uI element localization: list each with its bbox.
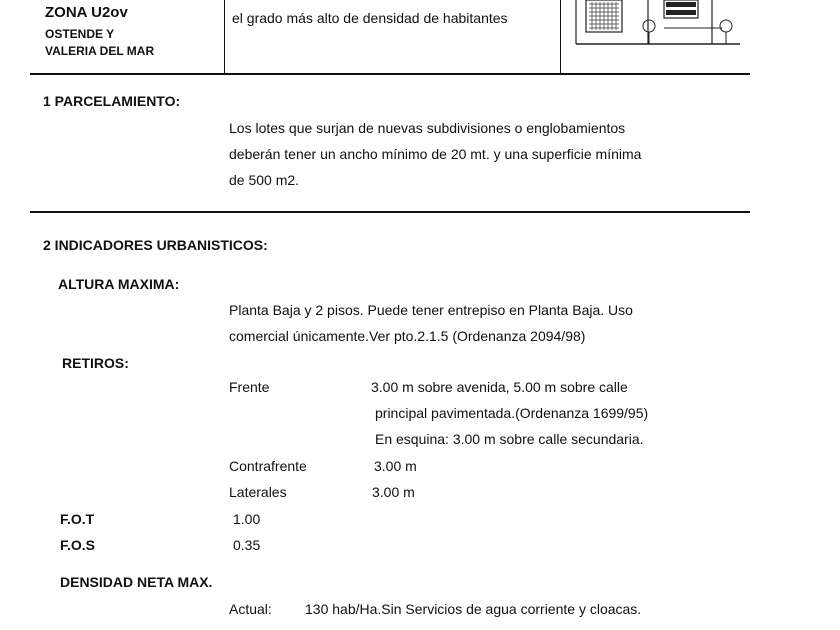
parcelamiento-heading: 1 PARCELAMIENTO:	[43, 93, 181, 109]
zone-title: ZONA U2ov	[45, 4, 128, 21]
densidad-label: DENSIDAD NETA MAX.	[60, 574, 213, 590]
altura-maxima-text	[229, 297, 633, 349]
frente-line-2: principal pavimentada.(Ordenanza 1699/95)	[375, 405, 649, 421]
header-divider-left	[224, 0, 225, 73]
retiros-label: RETIROS:	[62, 355, 129, 371]
altura-maxima-label: ALTURA MAXIMA:	[58, 276, 180, 292]
densidad-actual-value: 130 hab/Ha.Sin Servicios de agua corriente y cloacas.	[305, 601, 642, 617]
frente-label: Frente	[229, 379, 270, 395]
parcelamiento-line-1: Los lotes que surjan de nuevas subdivisiones o englobamientos	[229, 120, 626, 136]
fot-value: 1.00	[233, 511, 261, 527]
parcelamiento-line-2: deberán tener un ancho mínimo de 20 mt. y una superficie mínima	[229, 146, 642, 162]
header-divider-right	[560, 0, 561, 73]
building-illustration	[572, 0, 742, 50]
frente-values	[371, 374, 648, 452]
fos-value: 0.35	[233, 537, 261, 553]
frente-line-3: En esquina: 3.00 m sobre calle secundaria.	[375, 431, 644, 447]
densidad-actual-label: Actual:	[229, 601, 272, 617]
parcelamiento-line-3: de 500 m2.	[229, 172, 300, 188]
fot-label: F.O.T	[60, 511, 95, 527]
altura-line-1: Planta Baja y 2 pisos. Puede tener entrepiso en Planta Baja. Uso	[229, 302, 633, 318]
laterales-value: 3.00 m	[372, 484, 415, 500]
indicadores-heading: 2 INDICADORES URBANISTICOS:	[43, 237, 268, 253]
fos-label: F.O.S	[60, 537, 96, 553]
zone-subtitle-line-2: VALERIA DEL MAR	[45, 44, 155, 58]
header-bottom-rule	[30, 73, 750, 75]
zone-description: el grado más alto de densidad de habitantes	[232, 10, 508, 26]
parcelamiento-text	[229, 115, 641, 193]
section-divider	[30, 211, 750, 213]
altura-line-2: comercial únicamente.Ver pto.2.1.5 (Ordenanza 2094/98)	[229, 328, 586, 344]
frente-line-1: 3.00 m sobre avenida, 5.00 m sobre calle	[371, 379, 628, 395]
contrafrente-value: 3.00 m	[374, 458, 417, 474]
contrafrente-label: Contrafrente	[229, 458, 307, 474]
zone-subtitle-line-1: OSTENDE Y	[45, 27, 115, 41]
laterales-label: Laterales	[229, 484, 287, 500]
